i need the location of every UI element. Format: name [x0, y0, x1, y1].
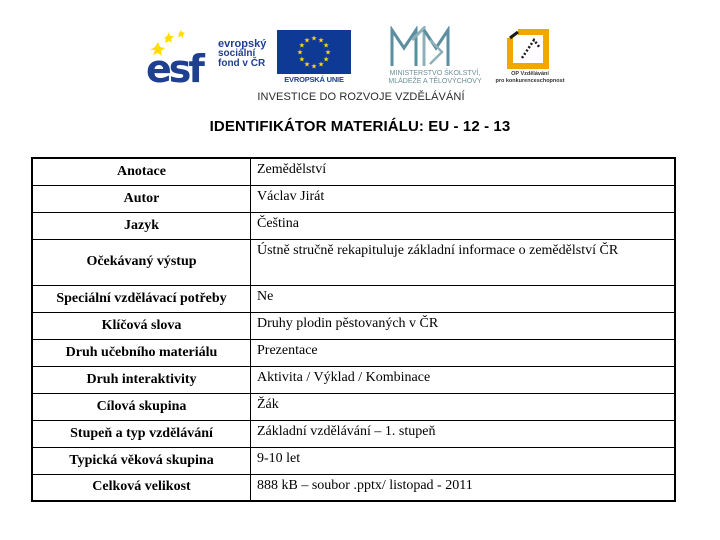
row-value: Ústně stručně rekapituluje základní informace o zemědělství ČR [251, 239, 676, 285]
eu-star-icon: ★ [296, 48, 304, 57]
msmt-logo-line2: MLÁDEŽE A TĚLOVÝCHOVY [388, 78, 482, 85]
eu-star-icon: ★ [303, 36, 311, 45]
table-row [32, 312, 675, 339]
eu-star-icon: ★ [310, 62, 318, 71]
row-value: 888 kB – soubor .pptx/ listopad - 2011 [251, 474, 676, 501]
table-row [32, 185, 675, 212]
row-label: Speciální vzdělávací potřeby [32, 285, 251, 312]
row-value: Prezentace [251, 339, 676, 366]
table-row [32, 212, 675, 239]
eu-star-icon: ★ [298, 55, 306, 64]
row-label: Autor [32, 185, 251, 212]
material-identifier-title: IDENTIFIKÁTOR MATERIÁLU: EU - 12 - 13 [209, 118, 511, 135]
logo-strip [0, 0, 720, 110]
eu-star-icon: ★ [322, 55, 330, 64]
row-label: Stupeň a typ vzdělávání [32, 420, 251, 447]
opvk-logo [488, 28, 572, 88]
table-row [32, 420, 675, 447]
row-value: Čeština [251, 212, 676, 239]
esf-logo-line2: sociální [218, 48, 256, 59]
opvk-logo-mark [506, 28, 552, 70]
table-row [32, 393, 675, 420]
esf-logo-mark [146, 30, 216, 86]
msmt-logo-line1: MINISTERSTVO ŠKOLSTVÍ, [389, 70, 481, 77]
row-value: Žák [251, 393, 676, 420]
row-value: Václav Jirát [251, 185, 676, 212]
eu-star-icon: ★ [322, 41, 330, 50]
row-value: Zemědělství [251, 158, 676, 185]
esf-logo [146, 30, 272, 86]
row-label: Cílová skupina [32, 393, 251, 420]
row-value: Aktivita / Výklad / Kombinace [251, 366, 676, 393]
eu-star-icon: ★ [317, 36, 325, 45]
row-label: Jazyk [32, 212, 251, 239]
row-label: Druh učebního materiálu [32, 339, 251, 366]
eu-flag-icon [277, 30, 351, 74]
table-row [32, 447, 675, 474]
table-row [32, 158, 675, 185]
eu-star-icon: ★ [317, 60, 325, 69]
metadata-table [31, 157, 676, 502]
eu-logo-caption: EVROPSKÁ UNIE [284, 75, 344, 84]
esf-logo-line1: evropský [218, 38, 267, 50]
table-row [32, 285, 675, 312]
row-label: Celková velikost [32, 474, 251, 501]
table-row [32, 339, 675, 366]
row-value: 9-10 let [251, 447, 676, 474]
table-row [32, 239, 675, 285]
investice-caption: INVESTICE DO ROZVOJE VZDĚLÁVÁNÍ [257, 91, 465, 103]
row-value: Druhy plodin pěstovaných v ČR [251, 312, 676, 339]
row-label: Anotace [32, 158, 251, 185]
table-row [32, 366, 675, 393]
opvk-logo-line2: pro konkurenceschopnost [495, 77, 565, 84]
opvk-logo-line1: OP Vzdělávání [511, 71, 549, 77]
row-value: Ne [251, 285, 676, 312]
row-label: Druh interaktivity [32, 366, 251, 393]
row-label: Typická věková skupina [32, 447, 251, 474]
eu-star-icon: ★ [324, 48, 332, 57]
eu-star-icon: ★ [298, 41, 306, 50]
row-label: Klíčová slova [32, 312, 251, 339]
msmt-logo [380, 26, 490, 88]
row-label: Očekávaný výstup [32, 239, 251, 285]
table-row [32, 474, 675, 501]
svg-text:esf: esf [146, 47, 202, 86]
msmt-logo-mark [390, 26, 450, 68]
eu-logo [277, 30, 351, 86]
row-value: Základní vzdělávání – 1. stupeň [251, 420, 676, 447]
eu-star-icon: ★ [303, 60, 311, 69]
eu-star-icon: ★ [310, 34, 318, 43]
esf-logo-line3: fond v ČR [218, 58, 266, 69]
